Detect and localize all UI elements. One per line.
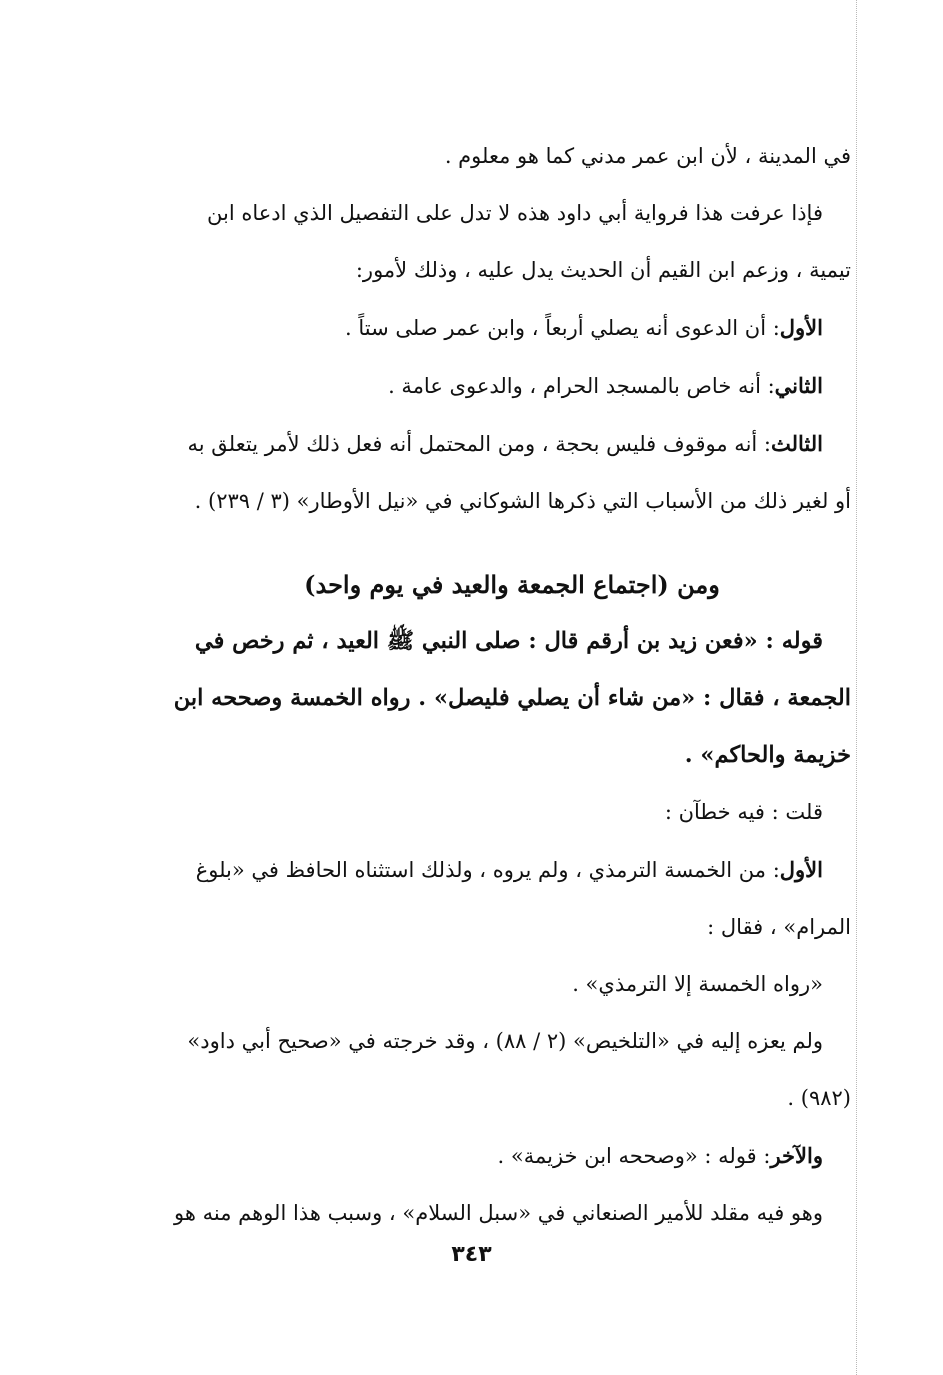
- text-line: [113, 841, 851, 899]
- line-text: : أنه موقوف فليس بحجة ، ومن المحتمل أنه فعل ذلك لأمر يتعلق به: [187, 432, 771, 456]
- paragraph: [113, 841, 851, 956]
- line-text: تيمية ، وزعم ابن القيم أن الحديث يدل عليه ، وذلك لأمور:: [355, 258, 851, 282]
- text-line: [113, 357, 851, 415]
- line-text: فإذا عرفت هذا فرواية أبي داود هذه لا تدل على التفصيل الذي ادعاه ابن: [207, 201, 823, 225]
- section-heading: ومن (اجتماع الجمعة والعيد في يوم واحد): [304, 570, 720, 599]
- page-number: ٣٤٣: [451, 1242, 492, 1267]
- paragraph: [113, 1185, 851, 1242]
- text-line: [113, 299, 851, 357]
- line-text: المرام» ، فقال :: [707, 915, 851, 939]
- text-line: [113, 473, 851, 530]
- line-text: وهو فيه مقلد للأمير الصنعاني في «سبل السلام» ، وسبب هذا الوهم منه هو: [174, 1201, 823, 1225]
- line-text: قوله : «فعن زيد بن أرقم قال : صلى النبي ﷺ العيد ، ثم رخص في: [194, 628, 823, 654]
- line-text: : من الخمسة الترمذي ، ولم يروه ، ولذلك استثناه الحافظ في «بلوغ: [195, 858, 780, 882]
- text-line: [113, 1127, 851, 1185]
- text-line: [113, 899, 851, 956]
- line-text: قلت : فيه خطآن :: [664, 800, 823, 824]
- text-line: [113, 415, 851, 473]
- line-text: : قوله : «وصححه ابن خزيمة» .: [497, 1144, 771, 1168]
- line-text: في المدينة ، لأن ابن عمر مدني كما هو معلوم .: [444, 144, 851, 168]
- text-line: [113, 1070, 851, 1127]
- line-text: أو لغير ذلك من الأسباب التي ذكرها الشوكاني في «نيل الأوطار» (٣ / ٢٣٩) .: [194, 489, 851, 513]
- text-line: [113, 784, 851, 841]
- text-line: [113, 242, 851, 299]
- paragraph: [113, 784, 851, 841]
- text-line: [113, 670, 851, 727]
- paragraph: [113, 128, 851, 185]
- point-label: الثالث: [771, 431, 823, 456]
- page-edge-line: [856, 0, 857, 1375]
- paragraph: [113, 185, 851, 299]
- text-line: [113, 1185, 851, 1242]
- point-label: الأول: [779, 315, 823, 340]
- line-text: : أنه خاص بالمسجد الحرام ، والدعوى عامة .: [388, 374, 775, 398]
- page-body: [113, 128, 851, 1242]
- paragraph: [113, 357, 851, 415]
- line-text: : أن الدعوى أنه يصلي أربعاً ، وابن عمر صلى ستاً .: [345, 316, 780, 340]
- paragraph: [113, 1013, 851, 1127]
- text-line: [113, 727, 851, 784]
- text-line: [113, 1013, 851, 1070]
- point-label: الأول: [779, 857, 823, 882]
- text-line: [113, 613, 851, 670]
- paragraph: [113, 956, 851, 1013]
- line-text: «رواه الخمسة إلا الترمذي» .: [572, 972, 823, 996]
- text-line: [113, 185, 851, 242]
- text-line: [113, 128, 851, 185]
- point-label: والآخر: [770, 1143, 823, 1168]
- text-line: [113, 956, 851, 1013]
- line-text: (٩٨٢) .: [787, 1086, 851, 1110]
- paragraph: [113, 299, 851, 357]
- line-text: خزيمة والحاكم» .: [684, 742, 851, 768]
- quoted-hadith-paragraph: [113, 613, 851, 784]
- point-label: الثاني: [774, 373, 823, 398]
- paragraph: [113, 415, 851, 530]
- line-text: الجمعة ، فقال : «من شاء أن يصلي فليصل» . رواه الخمسة وصححه ابن: [173, 685, 851, 711]
- paragraph: [113, 1127, 851, 1185]
- line-text: ولم يعزه إليه في «التلخيص» (٢ / ٨٨) ، وقد خرجته في «صحيح أبي داود»: [187, 1029, 823, 1053]
